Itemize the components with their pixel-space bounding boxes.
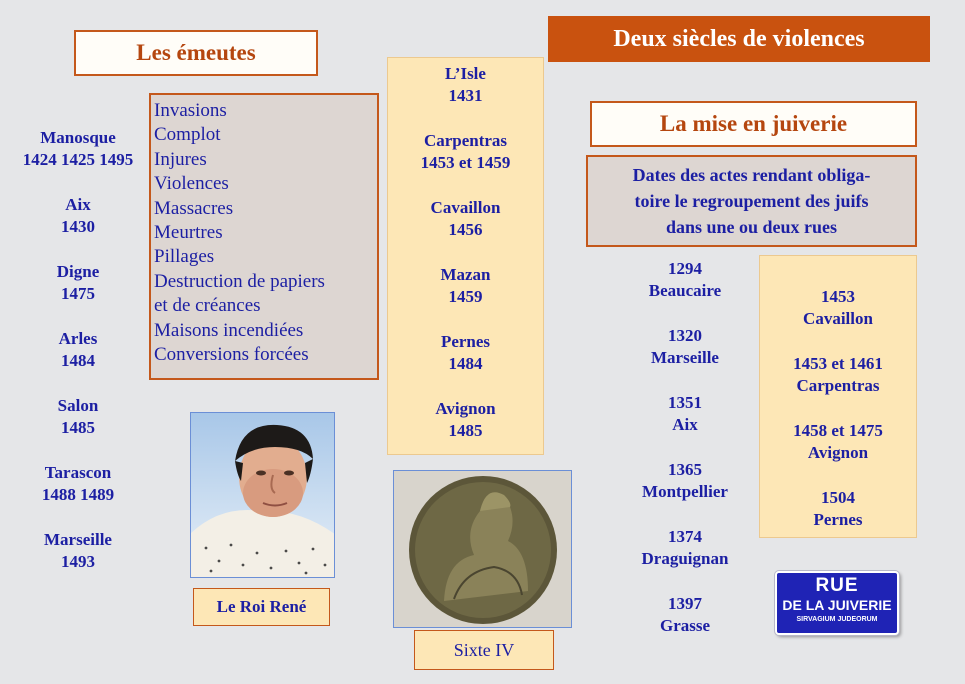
medal-illustration	[394, 471, 572, 628]
list-item	[8, 462, 148, 506]
date-city: Draguignan	[641, 549, 729, 568]
list-item	[388, 130, 543, 174]
date-year: 1365	[668, 460, 702, 479]
roi-rene-portrait	[190, 412, 335, 578]
list-item: et de créances	[154, 295, 261, 317]
date-year: 1320	[668, 326, 702, 345]
comtat-juiverie-panel	[759, 255, 917, 538]
list-item	[388, 63, 543, 107]
list-item	[8, 395, 148, 439]
rue-de-la-juiverie-sign	[775, 571, 899, 635]
city-name: Digne	[56, 262, 100, 281]
date-year: 1453	[821, 287, 855, 306]
list-item	[622, 392, 748, 436]
city-name: Arles	[58, 329, 98, 348]
city-years: 1485	[448, 421, 483, 440]
date-city: Beaucaire	[648, 281, 722, 300]
city-years: 1424 1425 1495	[22, 150, 134, 169]
list-item	[622, 526, 748, 570]
violences-list	[149, 93, 379, 380]
city-name: Marseille	[44, 530, 112, 549]
sign-line: DE LA JUIVERIE	[782, 597, 892, 613]
subtitle-line: dans une ou deux rues	[665, 217, 838, 237]
list-item	[760, 420, 916, 464]
city-years: 1484	[448, 354, 483, 373]
list-item	[388, 331, 543, 375]
list-item: Maisons incendiées	[154, 319, 304, 341]
list-item	[8, 261, 148, 305]
list-item: Meurtres	[154, 222, 223, 244]
date-city: Aix	[672, 415, 698, 434]
date-city: Cavaillon	[803, 309, 873, 328]
city-name: L’Isle	[445, 64, 486, 83]
subtitle-line: Dates des actes rendant obliga-	[632, 165, 871, 185]
city-years: 1459	[448, 287, 483, 306]
date-year: 1458 et 1475	[793, 421, 883, 440]
city-years: 1488 1489	[41, 485, 115, 504]
city-years: 1475	[61, 284, 95, 303]
city-name: Cavaillon	[430, 198, 501, 217]
city-years: 1453 et 1459	[420, 153, 511, 172]
date-year: 1294	[668, 259, 702, 278]
list-item	[8, 529, 148, 573]
list-item	[622, 459, 748, 503]
list-item: Invasions	[154, 100, 227, 121]
date-city: Carpentras	[796, 376, 880, 395]
list-item	[388, 197, 543, 241]
list-item: Complot	[154, 124, 221, 146]
main-title: Deux siècles de violences	[548, 16, 930, 62]
city-name: Aix	[65, 195, 91, 214]
city-name: Mazan	[440, 265, 491, 284]
juiverie-subtitle	[586, 155, 917, 247]
date-year: 1504	[821, 488, 855, 507]
sign-line: RUE	[815, 575, 859, 596]
list-item	[622, 325, 748, 369]
list-item	[622, 593, 748, 637]
caption-text: Le Roi René	[216, 597, 307, 616]
list-item: Pillages	[154, 246, 215, 268]
city-name: Salon	[57, 396, 99, 415]
date-city: Grasse	[659, 616, 711, 635]
city-years: 1456	[448, 220, 483, 239]
sixte-medal-image	[393, 470, 572, 628]
juiverie-title: La mise en juiverie	[590, 101, 917, 147]
list-item	[8, 328, 148, 372]
date-year: 1453 et 1461	[793, 354, 883, 373]
list-item	[8, 194, 148, 238]
sign-line: SIRVAGIUM JUDEORUM	[796, 616, 878, 623]
city-name: Manosque	[40, 128, 116, 147]
roi-rene-caption	[193, 588, 330, 626]
list-item	[388, 398, 543, 442]
list-item	[388, 264, 543, 308]
city-name: Pernes	[440, 332, 491, 351]
list-item	[760, 353, 916, 397]
list-item	[622, 258, 748, 302]
list-item: Conversions forcées	[154, 344, 309, 366]
date-city: Avignon	[807, 443, 869, 462]
sixte-caption	[414, 630, 554, 670]
list-item: Massacres	[154, 197, 234, 219]
city-name: Avignon	[435, 399, 496, 418]
city-years: 1431	[448, 86, 483, 105]
city-years: 1493	[61, 552, 95, 571]
city-years: 1484	[61, 351, 95, 370]
date-year: 1351	[668, 393, 702, 412]
list-item: Destruction de papiers	[154, 270, 325, 292]
list-item	[760, 487, 916, 531]
city-years: 1485	[61, 418, 95, 437]
emeutes-city-list	[8, 127, 148, 596]
comtat-cities-panel	[387, 57, 544, 455]
date-year: 1397	[668, 594, 702, 613]
city-name: Tarascon	[44, 463, 112, 482]
date-year: 1374	[668, 527, 702, 546]
date-city: Marseille	[651, 348, 719, 367]
city-name: Carpentras	[423, 131, 508, 150]
date-city: Montpellier	[642, 482, 728, 501]
list-item	[8, 127, 148, 171]
date-city: Pernes	[813, 510, 863, 529]
emeutes-title: Les émeutes	[74, 30, 318, 76]
list-item: Violences	[154, 173, 229, 195]
list-item: Injures	[154, 148, 207, 170]
caption-text: Sixte IV	[453, 639, 515, 660]
subtitle-line: toire le regroupement des juifs	[634, 191, 869, 211]
portrait-illustration	[191, 413, 335, 578]
list-item	[760, 286, 916, 330]
city-years: 1430	[61, 217, 95, 236]
juiverie-dates-list	[622, 258, 748, 637]
